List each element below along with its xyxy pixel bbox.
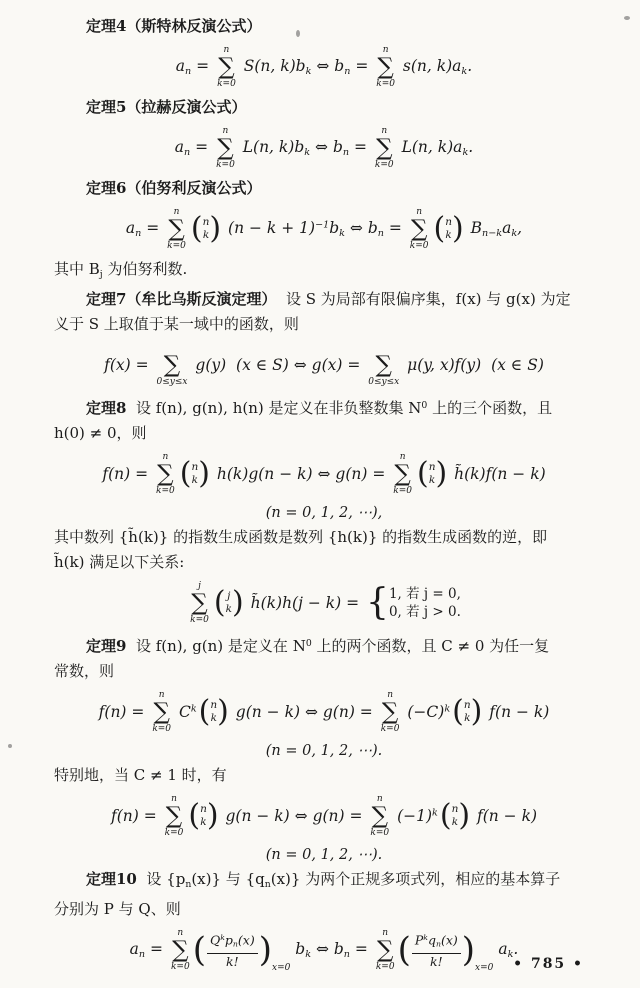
binomial-coefficient (433, 211, 464, 246)
text-run: 定理4（斯特林反演公式） (86, 17, 262, 35)
binom-top: n (451, 803, 459, 815)
math-text: $(-1)^k$ (392, 807, 438, 825)
fraction-denominator: k! (430, 953, 443, 969)
subscript: n (135, 227, 142, 239)
sum-lower-limit: k=0 (167, 241, 186, 251)
binom-top: n (445, 216, 452, 228)
superscript: −1 (315, 219, 330, 231)
theorem-8-range-line (54, 502, 594, 525)
sum-lower-limit: k=0 (370, 828, 390, 838)
subscript: k (305, 948, 312, 960)
left-brace-icon: { (366, 581, 389, 623)
cases-column (389, 585, 461, 621)
sum-upper-limit: j (198, 580, 201, 591)
sigma-icon: ∑ (376, 135, 393, 161)
theorem-4-heading (54, 14, 594, 39)
math-text: S(n, k)bk ⇔ bn = (238, 57, 374, 77)
binomial-coefficient (188, 798, 219, 833)
sigma-icon: ∑ (377, 54, 394, 80)
summation (376, 45, 395, 89)
sum-upper-limit: n (162, 451, 169, 462)
sum-upper-limit: n (222, 126, 229, 136)
theorem-9-formula (54, 688, 594, 736)
left-paren-icon: ( (188, 798, 201, 833)
text-run: 常数，则 (54, 662, 115, 680)
subscript: k (305, 65, 312, 77)
math-text: h(k)g(n − k) ⇔ g(n) = (211, 464, 391, 483)
right-paren-icon: ) (435, 455, 448, 491)
left-paren-icon: ( (198, 694, 211, 729)
parenthesized-group (397, 929, 494, 973)
scan-artifact (624, 16, 630, 20)
binom-column (203, 216, 210, 242)
binom-column (464, 699, 471, 725)
binom-top: n (200, 803, 207, 815)
summation (216, 126, 235, 170)
sigma-icon: ∑ (375, 351, 392, 378)
subscript: n (343, 948, 350, 960)
sigma-icon: ∑ (172, 936, 189, 963)
page-number: • 785 • (513, 956, 584, 972)
bernoulli-note-line (54, 257, 594, 287)
sigma-icon: ∑ (168, 216, 185, 242)
math-text: an = (174, 138, 214, 158)
math-text: f(n) = (110, 807, 162, 825)
math-text: f(n − k) (472, 807, 538, 825)
summation (190, 581, 209, 625)
math-text: g(y) (x ∈ S) ⇔ g(x) = (190, 355, 366, 374)
summation (152, 690, 171, 734)
binom-column (429, 461, 436, 487)
theorem-8-formula (54, 450, 594, 498)
superscript: k (444, 703, 451, 715)
scan-artifact (8, 744, 12, 748)
subscript: n (435, 939, 441, 949)
summation (165, 794, 184, 838)
sum-upper-limit: n (171, 794, 177, 804)
sum-lower-limit: k=0 (376, 79, 395, 89)
subscript: k (462, 146, 469, 158)
htilde-note-line-1 (54, 525, 594, 550)
stirling-inversion-formula (54, 43, 594, 91)
sum-upper-limit: n (399, 451, 406, 462)
summation (376, 928, 395, 972)
subscript: k (461, 65, 468, 77)
math-text: Bn−kak, (465, 219, 523, 239)
sum-lower-limit: k=0 (375, 961, 395, 972)
sigma-icon: ∑ (163, 351, 181, 378)
binomial-coefficient (452, 694, 483, 729)
binom-bottom: k (200, 816, 207, 828)
special-case-line (54, 763, 594, 788)
fraction (207, 930, 258, 970)
math-text: L(n, k)bk ⇔ bn = (237, 138, 372, 158)
binomial-coefficient (179, 455, 210, 491)
summation (157, 343, 188, 387)
sum-upper-limit: n (382, 927, 389, 938)
right-paren-icon: ) (217, 694, 229, 729)
subscript: j (99, 268, 103, 280)
text-run: 其中 Bj 为伯努利数. (54, 260, 188, 280)
theorem-7-line-2 (54, 312, 594, 337)
theorem-9-line-1 (54, 631, 594, 659)
math-text: ak. (493, 939, 519, 960)
superscript: 0 (421, 399, 428, 411)
binomial-coefficient (198, 694, 229, 729)
sum-lower-limit: k=0 (216, 160, 235, 170)
subscript: n (185, 65, 192, 77)
superscript: k (190, 703, 197, 715)
binom-top: n (202, 216, 210, 228)
theorem-10-line-2 (54, 897, 594, 922)
binom-bottom: k (191, 473, 199, 486)
subscript: n−k (482, 227, 503, 239)
sum-lower-limit: k=0 (190, 614, 209, 625)
sum-lower-limit: k=0 (164, 828, 184, 838)
sum-upper-limit: n (382, 45, 389, 55)
fraction-numerator: $Q^kpn(x)$ (207, 930, 258, 954)
htilde-note-line-2 (54, 550, 594, 575)
sigma-icon: ∑ (191, 589, 208, 616)
sum-upper-limit: n (387, 690, 393, 700)
subscript: k (511, 227, 518, 239)
fraction-numerator: $P^kqn(x)$ (412, 930, 461, 954)
text-run: 义于 S 上取值于某一域中的函数，则 (54, 314, 299, 333)
text-run: 特别地，当 C ≠ 1 时，有 (54, 766, 227, 784)
bernoulli-inversion-formula (54, 205, 594, 253)
left-paren-icon: ( (190, 211, 203, 246)
right-paren-icon: ) (198, 455, 210, 491)
text-run: 定理8 (86, 398, 127, 417)
math-text: μ(y, x)f(y) (x ∈ S) (402, 355, 544, 374)
sum-lower-limit: 0≤y≤x (368, 376, 400, 387)
text-run: (n = 0, 1, 2, ⋯), (265, 504, 383, 521)
superscript: 0 (305, 637, 312, 649)
left-paren-icon: ( (192, 929, 206, 970)
sigma-icon: ∑ (218, 54, 235, 80)
htilde-relation-formula (54, 579, 594, 627)
binom-top: n (210, 699, 218, 711)
sum-lower-limit: k=0 (393, 485, 412, 496)
sigma-icon: ∑ (381, 699, 399, 725)
binom-column (210, 699, 217, 725)
math-text: $(-C)^k$ (402, 703, 451, 721)
math-text: an = (175, 57, 215, 77)
lah-inversion-formula (54, 124, 594, 172)
math-text: g(n − k) ⇔ g(n) = (230, 703, 378, 721)
theorem-7-line-1 (54, 287, 594, 312)
left-paren-icon: ( (439, 798, 452, 833)
sum-lower-limit: 0≤y≤x (156, 376, 188, 387)
right-paren-icon: ) (461, 929, 476, 970)
right-paren-icon: ) (452, 211, 464, 246)
sum-upper-limit: n (381, 126, 388, 136)
text-run: h(0) ≠ 0，则 (54, 423, 147, 442)
fraction-denominator: k! (226, 953, 239, 969)
binom-top: j (227, 589, 231, 602)
sigma-icon: ∑ (153, 699, 170, 725)
subscript: k (339, 227, 345, 239)
summation (375, 126, 394, 170)
superscript: k (220, 933, 225, 942)
sigma-icon: ∑ (410, 216, 428, 242)
group-subscript: x=0 (272, 962, 291, 973)
binom-bottom: k (464, 712, 471, 724)
math-text: L(n, k)ak. (396, 138, 474, 158)
theorem-8-line-1 (54, 393, 594, 421)
math-text: $C^k$ (174, 703, 197, 721)
left-paren-icon: ( (452, 694, 464, 729)
superscript: k (432, 807, 438, 819)
text-run: 设 {pn(x)} 与 {qn(x)} 为两个正规多项式列，相应的基本算子 (136, 870, 561, 890)
subscript: n (232, 939, 238, 949)
sum-upper-limit: n (173, 207, 180, 217)
binom-top: n (428, 460, 436, 473)
theorem-9-special-formula (54, 792, 594, 840)
math-text: g(n − k) ⇔ g(n) = (220, 807, 368, 825)
subscript: n (264, 878, 271, 890)
binom-bottom: k (445, 229, 452, 241)
math-text: f(x) = (104, 355, 154, 374)
cases-expression (366, 581, 461, 623)
summation (171, 928, 190, 972)
binomial-coefficient (190, 211, 222, 246)
math-text: an = (129, 939, 168, 960)
sum-upper-limit: n (376, 794, 383, 804)
cases-row: 0, 若 j > 0. (388, 603, 461, 620)
scan-artifact (296, 30, 300, 37)
mobius-inversion-formula (54, 341, 594, 389)
subscript: n (184, 146, 191, 158)
subscript: n (377, 227, 384, 239)
right-paren-icon: ) (258, 929, 272, 970)
sigma-icon: ∑ (371, 803, 388, 829)
text-run: (n = 0, 1, 2, ⋯). (265, 847, 383, 863)
binom-bottom: k (428, 473, 436, 486)
binom-bottom: k (225, 602, 232, 615)
math-text: an = (125, 219, 165, 239)
math-text: f(n − k) (484, 703, 550, 721)
sigma-icon: ∑ (376, 936, 394, 963)
parenthesized-group (192, 929, 291, 973)
sigma-icon: ∑ (157, 460, 174, 487)
theorem-5-heading (54, 95, 594, 120)
right-paren-icon: ) (231, 584, 244, 620)
sum-lower-limit: k=0 (409, 241, 429, 251)
binomial-coefficient (213, 584, 244, 620)
text-run: h̃(k) 满足以下关系: (54, 552, 185, 571)
right-paren-icon: ) (470, 694, 483, 729)
binom-column (445, 216, 452, 242)
math-text: f(n) = (98, 703, 150, 721)
sum-lower-limit: k=0 (152, 724, 172, 734)
binom-bottom: k (210, 712, 217, 724)
binom-top: n (463, 699, 471, 711)
text-run: 定理7（牟比乌斯反演定理） (86, 289, 277, 308)
text-run: 定理5（拉赫反演公式） (86, 98, 247, 116)
sum-lower-limit: k=0 (374, 160, 394, 170)
math-text: h̃(k)f(n − k) (449, 464, 546, 483)
binom-column (452, 803, 459, 829)
sum-lower-limit: k=0 (170, 961, 190, 972)
theorem-9-line-2 (54, 659, 594, 684)
summation (156, 452, 175, 496)
summation (217, 45, 236, 89)
fraction (412, 930, 461, 970)
text-run: 定理9 (86, 637, 127, 655)
left-paren-icon: ( (416, 455, 429, 491)
text-run: 定理10 (86, 870, 137, 888)
left-paren-icon: ( (213, 584, 226, 620)
summation (410, 207, 429, 251)
left-paren-icon: ( (397, 929, 411, 970)
subscript: n (138, 948, 146, 960)
binomial-coefficient (439, 798, 471, 833)
summation (370, 794, 389, 838)
theorem-8-line-2 (54, 421, 594, 446)
theorem-9-range-line (54, 740, 594, 763)
page-content (54, 14, 594, 974)
text-run: 设 f(n), g(n), h(n) 是定义在非负整数集 $N^0$ 上的三个函数，且 (126, 398, 553, 417)
subscript: n (185, 878, 192, 890)
sum-upper-limit: n (416, 207, 423, 217)
left-paren-icon: ( (179, 455, 192, 491)
binom-bottom: k (451, 816, 459, 828)
math-text: bk ⇔ bn = (290, 939, 373, 960)
text-run: 设 S 为局部有限偏序集，f(x) 与 g(x) 为定 (276, 289, 571, 308)
text-run: 定理6（伯努利反演公式） (86, 179, 262, 197)
sum-lower-limit: k=0 (217, 79, 236, 89)
cases-row: 1, 若 j = 0, (388, 585, 461, 602)
binom-top: n (191, 460, 199, 473)
superscript: k (423, 933, 428, 942)
binom-column (200, 803, 207, 829)
text-run: 其中数列 {h̃(k)} 的指数生成函数是数列 {h(k)} 的指数生成函数的逆，即 (54, 527, 548, 546)
sum-upper-limit: n (177, 927, 184, 938)
right-paren-icon: ) (206, 798, 219, 833)
sum-lower-limit: k=0 (380, 724, 400, 734)
theorem-6-heading (54, 176, 594, 201)
summation (381, 690, 400, 734)
summation (167, 207, 186, 251)
text-run: (n = 0, 1, 2, ⋯). (265, 743, 383, 759)
binom-column (191, 461, 198, 487)
text-run: 设 f(n), g(n) 是定义在 $N^0$ 上的两个函数，且 C ≠ 0 为任一复 (126, 637, 550, 655)
binomial-coefficient (416, 455, 448, 491)
sigma-icon: ∑ (217, 135, 234, 161)
left-paren-icon: ( (433, 211, 446, 246)
text-run: 分别为 P 与 Q、则 (54, 899, 181, 918)
summation (393, 452, 412, 496)
group-subscript: x=0 (475, 962, 494, 973)
sum-upper-limit: n (223, 45, 230, 55)
math-text: f(n) = (102, 464, 153, 483)
subscript: n (342, 146, 350, 158)
right-paren-icon: ) (209, 211, 222, 246)
summation (368, 343, 399, 387)
math-text: s(n, k)ak. (397, 57, 473, 77)
binom-bottom: k (202, 229, 210, 241)
subscript: n (344, 65, 351, 77)
right-paren-icon: ) (458, 798, 471, 833)
subscript: k (304, 146, 311, 158)
sum-upper-limit: n (158, 690, 165, 700)
math-text: $(n - k + 1)^{-1}bk$ ⇔ bn = (223, 219, 407, 239)
sum-lower-limit: k=0 (156, 485, 175, 496)
subscript: k (507, 948, 514, 960)
theorem-10-line-1 (54, 867, 594, 897)
theorem-9-special-range-line (54, 844, 594, 867)
sigma-icon: ∑ (394, 460, 411, 487)
math-text: h̃(k)h(j − k) = (245, 593, 365, 612)
sigma-icon: ∑ (165, 803, 183, 829)
